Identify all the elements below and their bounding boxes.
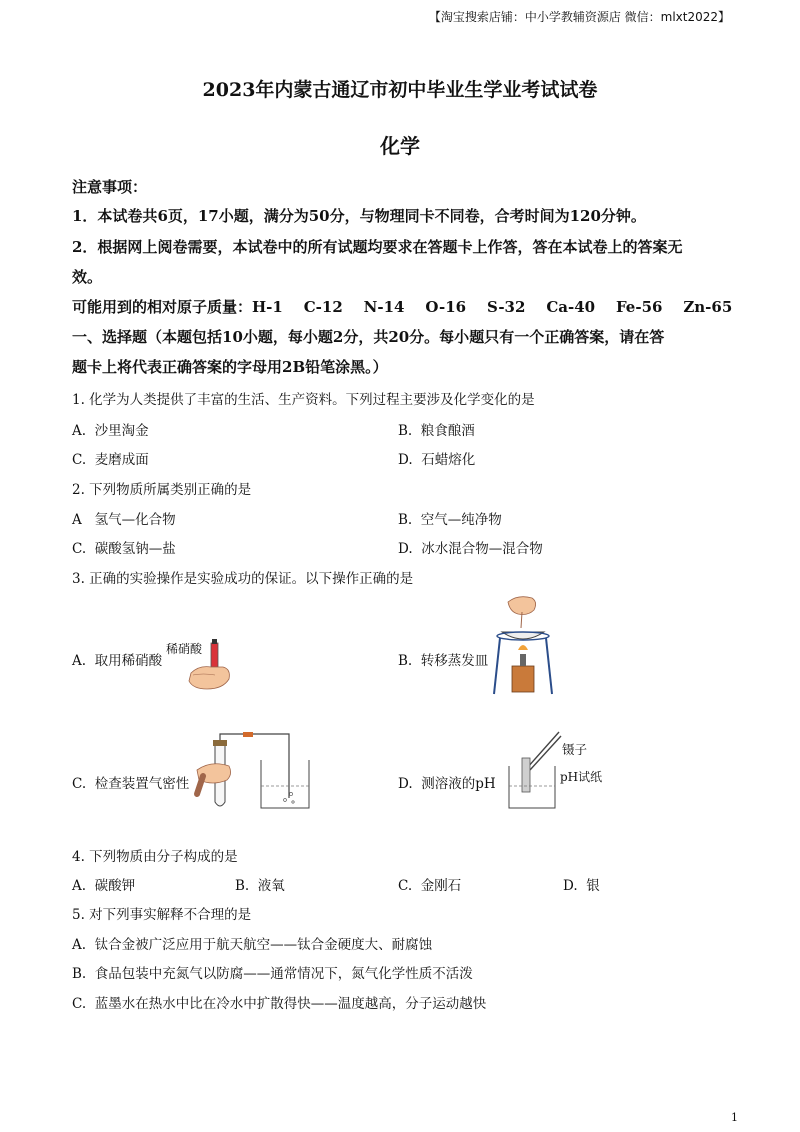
ph-test-figure bbox=[505, 728, 565, 812]
page-number: 1 bbox=[731, 1111, 738, 1124]
question-1-option-a: A. 沙里淘金 bbox=[72, 423, 149, 439]
question-3-option-d: D. 测溶液的pH bbox=[398, 776, 496, 792]
notice-item-2-line-2: 效。 bbox=[72, 268, 103, 286]
label-tweezers: 镊子 bbox=[562, 742, 588, 757]
notice-item-1: 1．本试卷共6页，17小题，满分为50分，与物理同卡不同卷，合考时间为120分钟。 bbox=[72, 207, 646, 225]
question-5-option-c: C. 蓝墨水在热水中比在冷水中扩散得快——温度越高，分子运动越快 bbox=[72, 996, 487, 1012]
question-2-option-c: C. 碳酸氢钠—盐 bbox=[72, 541, 176, 557]
question-1-option-d: D. 石蜡熔化 bbox=[398, 452, 476, 468]
question-5-stem: 5. 对下列事实解释不合理的是 bbox=[72, 907, 252, 923]
question-2-option-a: A 氢气—化合物 bbox=[72, 512, 176, 528]
question-2-option-d: D. 冰水混合物—混合物 bbox=[398, 541, 543, 557]
question-3-option-a: A. 取用稀硝酸 bbox=[72, 653, 163, 669]
notice-item-2-line-1: 2．根据网上阅卷需要，本试卷中的所有试题均要求在答题卡上作答，答在本试卷上的答案无 bbox=[72, 238, 683, 256]
question-4-stem: 4. 下列物质由分子构成的是 bbox=[72, 849, 238, 865]
question-2-stem: 2. 下列物质所属类别正确的是 bbox=[72, 482, 252, 498]
airtightness-check-figure bbox=[193, 728, 313, 812]
subject-title: 化学 bbox=[380, 134, 420, 158]
question-4-option-a: A. 碳酸钾 bbox=[72, 878, 136, 894]
label-dilute-nitric-acid: 稀硝酸 bbox=[166, 642, 203, 656]
header-note: 【淘宝搜索店铺：中小学教辅资源店 微信：mlxt2022】 bbox=[428, 10, 730, 24]
section-1-line-2: 题卡上将代表正确答案的字母用2B铅笔涂黑。） bbox=[72, 358, 388, 376]
question-3-option-c: C. 检查装置气密性 bbox=[72, 776, 190, 792]
question-4-option-b: B. 液氧 bbox=[235, 878, 285, 894]
section-1-line-1: 一、选择题（本题包括10小题，每小题2分，共20分。每小题只有一个正确答案，请在答 bbox=[72, 328, 665, 346]
atomic-masses: 可能用到的相对原子质量：H-1 C-12 N-14 O-16 S-32 Ca-40 Fe-56 Zn-65 bbox=[72, 298, 733, 316]
question-1-option-c: C. 麦磨成面 bbox=[72, 452, 149, 468]
question-3-option-b: B. 转移蒸发皿 bbox=[398, 653, 489, 669]
question-3-stem: 3. 正确的实验操作是实验成功的保证。以下操作正确的是 bbox=[72, 571, 414, 587]
exam-title: 2023年内蒙古通辽市初中毕业生学业考试试卷 bbox=[202, 79, 598, 101]
evaporating-dish-figure bbox=[488, 592, 558, 696]
question-5-option-a: A. 钛合金被广泛应用于航天航空——钛合金硬度大、耐腐蚀 bbox=[72, 937, 433, 953]
question-4-option-c: C. 金刚石 bbox=[398, 878, 462, 894]
question-1-option-b: B. 粮食酿酒 bbox=[398, 423, 475, 439]
label-ph-paper: pH试纸 bbox=[560, 770, 603, 784]
question-2-option-b: B. 空气—纯净物 bbox=[398, 512, 502, 528]
question-5-option-b: B. 食品包装中充氮气以防腐——通常情况下，氮气化学性质不活泼 bbox=[72, 966, 473, 982]
notice-heading: 注意事项： bbox=[72, 178, 148, 196]
question-4-option-d: D. 银 bbox=[563, 878, 600, 894]
question-1-stem: 1. 化学为人类提供了丰富的生活、生产资料。下列过程主要涉及化学变化的是 bbox=[72, 392, 535, 408]
